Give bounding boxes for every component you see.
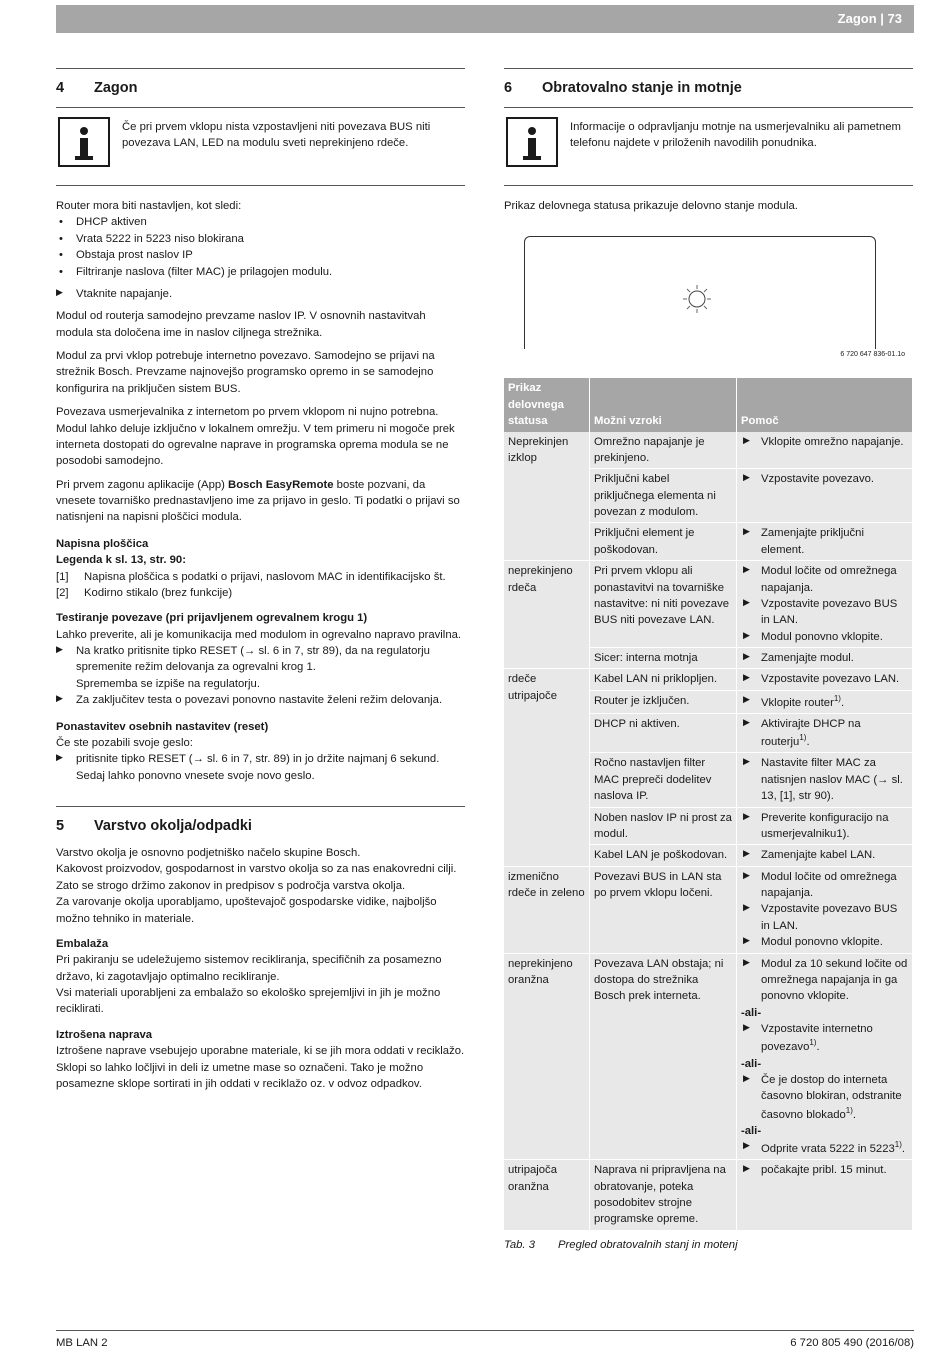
help-step: ▶ Odprite vrata 5222 in 5223$^{1)}$. [743, 1140, 906, 1155]
info-note-text: Informacije o odpravljanju motnje na usmerjevalniku ali pametnem telefonu najdete v priloženih navodilih ponudnika. [570, 121, 901, 150]
paragraph: Lahko preverite, ali je komunikacija med modulom in ogrevalno napravo pravilna. [56, 628, 462, 641]
status-table [504, 378, 913, 1230]
cause-cell: Povezava LAN obstaja; ni dostopa do strežnika Bosch prek interneta. [590, 953, 737, 1160]
arrow-right-icon: ▶ [743, 1140, 750, 1151]
help-step: ▶ počakajte pribl. 15 minut. [743, 1163, 887, 1177]
action-step: ▶ Na kratko pritisnite tipko RESET (→ sl. 6 in 7, str 89), da na regulatorju spremenite režim delovanja za ogrevalni krog 1. Sprememba se izpiše na regulatorju. [56, 644, 430, 690]
list-item: • Vrata 5222 in 5223 niso blokirana [56, 231, 465, 247]
table-row [504, 432, 913, 469]
help-step: ▶ Zamenjajte kabel LAN. [743, 848, 876, 862]
help-step: ▶ Vzpostavite povezavo LAN. [743, 672, 900, 686]
cause-cell: Povezavi BUS in LAN sta po prvem vklopu ločeni. [590, 866, 737, 953]
arrow-right-icon: ▶ [743, 526, 750, 537]
help-cell [737, 690, 913, 713]
subheading: Iztrošena naprava [56, 1028, 153, 1041]
arrow-right-icon: ▶ [743, 672, 750, 683]
arrow-right-icon: ▶ [743, 693, 750, 704]
arrow-right-icon: ▶ [743, 651, 750, 662]
page-header [56, 5, 914, 33]
table-row [504, 561, 913, 648]
help-step: ▶ Zamenjajte priključni element. [743, 526, 864, 556]
arrow-right-icon: ▶ [56, 693, 63, 704]
subheading: Legenda k sl. 13, str. 90: [56, 554, 186, 567]
arrow-right-icon: ▶ [743, 810, 750, 821]
help-step: ▶ Modul za 10 sekund ločite od omrežnega napajanja in ga ponovno vklopite. [743, 956, 908, 1003]
paragraph: Pri prvem zagonu aplikacije (App) Bosch EasyRemote boste pozvani, da vnesete tovarniško prednastavljeno ime za prijavo in geslo. Ti podatki o prijavi so natisnjeni na napisni ploščici modula. [56, 478, 460, 524]
help-cell [737, 523, 913, 561]
footer-doc-number: 6 720 805 490 (2016/08) [790, 1337, 914, 1349]
subheading: Ponastavitev osebnih nastavitev (reset) [56, 720, 269, 733]
info-icon [58, 117, 110, 167]
section-4-heading: 4 Zagon [56, 68, 465, 107]
help-step: ▶ Modul ločite od omrežnega napajanja. [743, 564, 897, 594]
paragraph: Povezava usmerjevalnika z internetom po prvem vklopom ni nujno potrebna. Modul lahko deluje izključno v lokalnem omrežju. V tem primeru ni mogoče prek interneta dostopati do ogrevalne naprave in programska oprema modula se ne posodobi samodejno. [56, 406, 455, 468]
status-cell: neprekinjeno oranžna [504, 953, 590, 1160]
help-step: ▶ Vzpostavite internetno povezavo$^{1)}$. [743, 1022, 873, 1054]
action-step: ▶ Za zaključitev testa o povezavi ponovno nastavite želeni režim delovanja. [56, 693, 443, 707]
footer-product: MB LAN 2 [56, 1337, 108, 1349]
arrow-right-icon: ▶ [743, 472, 750, 483]
list-item: • Obstaja prost naslov IP [56, 247, 465, 263]
arrow-right-icon: ▶ [743, 1163, 750, 1174]
help-step: ▶ Vzpostavite povezavo. [743, 472, 875, 486]
or-separator: -ali- [741, 1057, 762, 1070]
arrow-right-icon: ▶ [743, 956, 750, 967]
arrow-right-icon: ▶ [743, 1072, 750, 1083]
list-item: • Filtriranje naslova (filter MAC) je prilagojen modulu. [56, 264, 465, 280]
right-column [504, 68, 913, 1253]
help-step: ▶ Vzpostavite povezavo BUS in LAN. [743, 596, 898, 627]
arrow-right-icon: ▶ [743, 756, 750, 767]
table-row [504, 669, 913, 690]
page-footer [56, 1330, 914, 1351]
col-header-help: Pomoč [737, 378, 913, 431]
arrow-right-icon: ▶ [743, 869, 750, 880]
help-cell [737, 561, 913, 648]
help-cell [737, 648, 913, 669]
info-note-text: Če pri prvem vklopu nista vzpostavljeni niti povezava BUS niti povezava LAN, LED na modulu sveti neprekinjeno rdeče. [122, 121, 431, 150]
cause-cell: Kabel LAN je poškodovan. [590, 845, 737, 866]
help-step: ▶ Aktivirajte DHCP na routerju$^{1)}$. [743, 716, 861, 749]
legend-item: [1] Napisna ploščica s podatki o prijavi, naslovom MAC in identifikacijsko št. [56, 570, 446, 583]
status-cell: rdeče utripajoče [504, 669, 590, 866]
help-step: ▶ Če je dostop do interneta časovno blokiran, odstranite časovno blokado$^{1)}$. [743, 1072, 902, 1121]
action-step: ▶ Vtaknite napajanje. [56, 286, 173, 300]
left-column [56, 68, 465, 1099]
help-cell [737, 866, 913, 953]
help-step: ▶ Vklopite router$^{1)}$. [743, 693, 845, 709]
paragraph: Modul za prvi vklop potrebuje internetno povezavo. Samodejno se prijavi na strežnik Bosch. Prevzame najnovejšo programsko opremo in se samodejno konfigurira na priključen sistem BUS. [56, 350, 435, 395]
help-step: ▶ Nastavite filter MAC za natisnjen naslov MAC (→ sl. 13, [1], str 90). [743, 756, 903, 803]
help-cell [737, 807, 913, 845]
status-cell: izmenično rdeče in zeleno [504, 866, 590, 953]
cause-cell: Noben naslov IP ni prost za modul. [590, 807, 737, 845]
info-icon [506, 117, 558, 167]
help-step: ▶ Modul ločite od omrežnega napajanja. [743, 869, 897, 900]
help-cell [737, 469, 913, 523]
paragraph: Iztrošene naprave vsebujejo uporabne materiale, ki se jih mora oddati v reciklažo. Sklopi so lahko ločljivi in deli iz umetne mase so označeni. Tako je možno posamezne sklope sortirati in jih oddati v reciklažo oz. v odvoz odpadkov. [56, 1045, 465, 1090]
status-cell: neprekinjeno rdeča [504, 561, 590, 669]
cause-cell: Sicer: interna motnja [590, 648, 737, 669]
arrow-right-icon: ▶ [743, 564, 750, 575]
action-step: ▶ pritisnite tipko RESET (→ sl. 6 in 7, str. 89) in jo držite najmanj 6 sekund. Sedaj lahko ponovno vnesete svoje novo geslo. [56, 752, 440, 782]
help-cell [737, 753, 913, 807]
help-cell [737, 1160, 913, 1231]
info-note [504, 107, 913, 186]
section-6-heading: 6 Obratovalno stanje in motnje [504, 68, 913, 107]
paragraph: Pri pakiranju se udeležujemo sistemov recikliranja, specifičnih za posamezno državo, ki zagotavljajo optimalno recikliranje. Vsi materiali uporabljeni za embalažo so ekološko sprejemljivi in jih je možno reciklirati. [56, 954, 442, 1016]
arrow-right-icon: ▶ [743, 902, 750, 913]
help-step: ▶ Vzpostavite povezavo BUS in LAN. [743, 902, 898, 932]
status-cell: utripajoča oranžna [504, 1160, 590, 1231]
cause-cell: Router je izključen. [590, 690, 737, 713]
module-figure [504, 222, 913, 372]
list-item: • DHCP aktiven [56, 214, 465, 230]
cause-cell: Priključni element je poškodovan. [590, 523, 737, 561]
cause-cell: Pri prvem vklopu ali ponastavitvi na tovarniške nastavitve: ni niti povezave BUS niti povezave LAN. [590, 561, 737, 648]
table-row [504, 1160, 913, 1231]
status-cell: Neprekinjen izklop [504, 432, 590, 561]
arrow-right-icon: ▶ [743, 848, 750, 859]
module-panel-illustration [524, 236, 876, 349]
led-icon [525, 237, 875, 349]
arrow-right-icon: ▶ [56, 644, 63, 655]
or-separator: -ali- [741, 1006, 762, 1019]
paragraph: Varstvo okolja je osnovno podjetniško načelo skupine Bosch. Kakovost proizvodov, gospodarnost in varstvo okolja so za nas enakovredni cilji. Zato se strogo držimo zakonov in predpisov s področja varstva okolja. Za varovanje okolja uporabljamo, upoštevajoč gospodarske vidike, najboljšo možno tehniko in materiale. [56, 847, 457, 925]
page-number: Zagon | 73 [837, 11, 902, 26]
help-step: ▶ Vklopite omrežno napajanje. [743, 434, 904, 448]
arrow-right-icon: ▶ [743, 1022, 750, 1033]
table-row [504, 953, 913, 1160]
arrow-right-icon: ▶ [743, 596, 750, 607]
arrow-right-icon: ▶ [56, 752, 63, 763]
help-step: ▶ Modul ponovno vklopite. [743, 629, 883, 643]
info-note [56, 107, 465, 186]
help-step: ▶ Zamenjajte modul. [743, 651, 854, 665]
arrow-right-icon: ▶ [743, 716, 750, 727]
figure-code: 6 720 647 836-01.1o [840, 351, 905, 359]
arrow-right-icon: ▶ [743, 434, 750, 445]
help-cell [737, 713, 913, 753]
subheading: Napisna ploščica [56, 537, 149, 550]
legend-item: [2] Kodirno stikalo (brez funkcije) [56, 586, 233, 599]
cause-cell: Priključni kabel priključnega elementa ni povezan z modulom. [590, 469, 737, 523]
help-cell [737, 669, 913, 690]
table-row [504, 866, 913, 953]
arrow-right-icon: ▶ [56, 286, 63, 297]
help-step: ▶ Preverite konfiguracijo na usmerjevalniku1). [743, 810, 889, 840]
table-caption: Tab. 3 Pregled obratovalnih stanj in motenj [504, 1238, 738, 1251]
section-5-heading: 5 Varstvo okolja/odpadki [56, 818, 252, 835]
router-list [56, 214, 465, 280]
paragraph: Prikaz delovnega statusa prikazuje delovno stanje modula. [504, 200, 798, 213]
arrow-right-icon: ▶ [743, 629, 750, 640]
help-cell [737, 432, 913, 469]
paragraph: Modul od routerja samodejno prevzame naslov IP. V osnovnih nastavitvah modula sta določena ime in naslov ciljnega strežnika. [56, 310, 426, 339]
help-cell [737, 845, 913, 866]
col-header-causes: Možni vzroki [590, 378, 737, 431]
cause-cell: Omrežno napajanje je prekinjeno. [590, 432, 737, 469]
help-step: ▶ Modul ponovno vklopite. [743, 935, 883, 949]
help-cell [737, 953, 913, 1160]
subheading: Testiranje povezave (pri prijavljenem ogrevalnem krogu 1) [56, 612, 368, 625]
cause-cell: Naprava ni pripravljena na obratovanje, poteka posodobitev strojne programske opreme. [590, 1160, 737, 1231]
arrow-right-icon: ▶ [743, 935, 750, 946]
col-header-status: Prikaz delovnega statusa [504, 378, 590, 431]
cause-cell: Ročno nastavljen filter MAC prepreči dodelitev naslova IP. [590, 753, 737, 807]
paragraph: Če ste pozabili svoje geslo: [56, 736, 193, 749]
cause-cell: Kabel LAN ni priklopljen. [590, 669, 737, 690]
cause-cell: DHCP ni aktiven. [590, 713, 737, 753]
subheading: Embalaža [56, 937, 109, 950]
or-separator: -ali- [741, 1124, 762, 1137]
router-intro: Router mora biti nastavljen, kot sledi: [56, 200, 242, 213]
